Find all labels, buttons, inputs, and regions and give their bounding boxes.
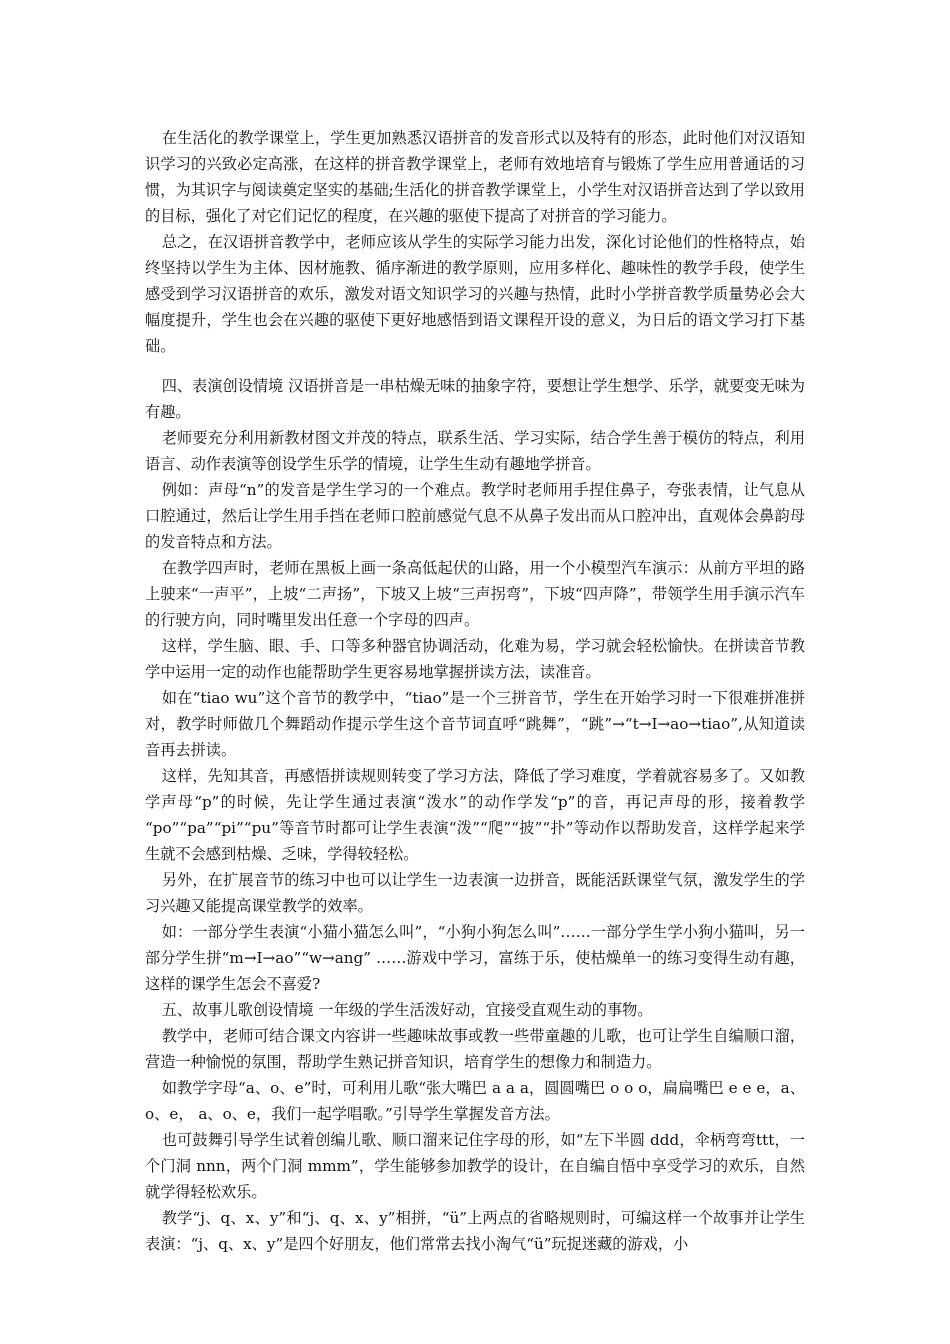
paragraph: 如：一部分学生表演“小猫小猫怎么叫”，“小狗小狗怎么叫”……一部分学生学小狗小猫叫，另一部分学生拼“m→I→ao”“w→ang” ……游戏中学习，富练于乐，使枯燥单一的练习变得生动有趣，这样的课学生怎会不喜爱? xyxy=(145,923,805,993)
section-heading-paragraph: 四、表演创设情境 汉语拼音是一串枯燥无味的抽象字符，要想让学生想学、乐学，就要变无味为有趣。 xyxy=(145,377,805,421)
paragraph: 另外，在扩展音节的练习中也可以让学生一边表演一边拼音，既能活跃课堂气氛，激发学生的学习兴趣又能提高课堂教学的效率。 xyxy=(145,871,805,915)
paragraph: 在生活化的教学课堂上，学生更加熟悉汉语拼音的发音形式以及特有的形态，此时他们对汉语知识学习的兴致必定高涨，在这样的拼音教学课堂上，老师有效地培育与锻炼了学生应用普通话的习惯，为其识字与阅读奠定坚实的基础;生活化的拼音教学课堂上，小学生对汉语拼音达到了学以致用的目标，强化了对它们记忆的程度，在兴趣的驱使下提高了对拼音的学习能力。 xyxy=(145,129,805,225)
paragraph: 这样，学生脑、眼、手、口等多种器官协调活动，化难为易，学习就会轻松愉快。在拼读音节教学中运用一定的动作也能帮助学生更容易地掌握拼读方法，读准音。 xyxy=(145,637,805,681)
paragraph: 总之，在汉语拼音教学中，老师应该从学生的实际学习能力出发，深化讨论他们的性格特点，始终坚持以学生为主体、因材施教、循序渐进的教学原则，应用多样化、趣味性的教学手段，使学生感受到学习汉语拼音的欢乐，激发对语文知识学习的兴趣与热情，此时小学拼音教学质量势必会大幅度提升，学生也会在兴趣的驱使下更好地感悟到语文课程开设的意义，为日后的语文学习打下基础。 xyxy=(145,233,805,355)
paragraph: 在教学四声时，老师在黑板上画一条高低起伏的山路，用一个小模型汽车演示：从前方平坦的路上驶来“一声平”，上坡“二声扬”，下坡又上坡“三声拐弯”，下坡“四声降”，带领学生用手演示汽车的行驶方向，同时嘴里发出任意一个字母的四声。 xyxy=(145,559,805,629)
paragraph: 教学“j、q、x、y”和“j、q、x、y”相拼，“ü”上两点的省略规则时，可编这样一个故事并让学生表演：“j、q、x、y”是四个好朋友，他们常常去找小淘气“ü”玩捉迷藏的游戏，小 xyxy=(145,1209,805,1253)
text-section-top xyxy=(145,125,805,359)
paragraph: 老师要充分利用新教材图文并茂的特点，联系生活、学习实际，结合学生善于模仿的特点，利用语言、动作表演等创设学生乐学的情境，让学生生动有趣地学拼音。 xyxy=(145,429,805,473)
paragraph: 这样，先知其音，再感悟拼读规则转变了学习方法，降低了学习难度，学着就容易多了。又如教学声母“p”的时候，先让学生通过表演“泼水”的动作学发“p”的音，再记声母的形，接着教学 “po”“pa”“pi”“pu”等音节时都可让学生表演“泼”“爬”“披”“扑”等动作以帮助发音，这样学起来学生就不会感到枯燥、乏味，学得较轻松。 xyxy=(145,767,805,863)
paragraph: 例如：声母“n”的发音是学生学习的一个难点。教学时老师用手捏住鼻子，夸张表情，让气息从口腔通过，然后让学生用手挡在老师口腔前感觉气息不从鼻子发出而从口腔冲出，直观体会鼻韵母的发音特点和方法。 xyxy=(145,481,805,551)
section-heading-paragraph: 五、故事儿歌创设情境 一年级的学生活泼好动，宜接受直观生动的事物。 xyxy=(161,1001,653,1019)
text-section-bottom xyxy=(145,373,805,1257)
paragraph: 教学中，老师可结合课文内容讲一些趣味故事或教一些带童趣的儿歌，也可让学生自编顺口溜，营造一种愉悦的氛围，帮助学生熟记拼音知识，培育学生的想像力和制造力。 xyxy=(145,1027,805,1071)
paragraph: 如教学字母“a、o、e”时，可利用儿歌“张大嘴巴 a a a，圆圆嘴巴 o o o，扁扁嘴巴 e e e，a、o、e， a、o、e，我们一起学唱歌。”引导学生掌握发音方法。 xyxy=(145,1079,805,1123)
paragraph: 如在“tiao wu”这个音节的教学中，“tiao”是一个三拼音节，学生在开始学习时一下很难拼准拼对，教学时师做几个舞蹈动作提示学生这个音节词直呼“跳舞”，“跳”→“t→I→ao→tiao”,从知道读音再去拼读。 xyxy=(145,689,805,759)
paragraph: 也可鼓舞引导学生试着创编儿歌、顺口溜来记住字母的形，如“左下半圆 ddd，伞柄弯弯ttt，一个门洞 nnn，两个门洞 mmm”，学生能够参加教学的设计，在自编自悟中享受学习的欢乐，自然就学得轻松欢乐。 xyxy=(145,1131,805,1201)
